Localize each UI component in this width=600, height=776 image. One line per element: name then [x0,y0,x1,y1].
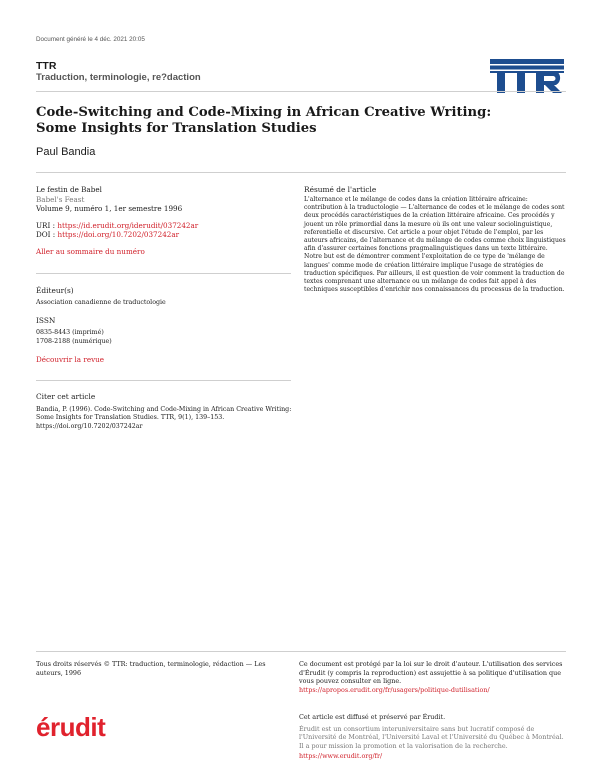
doi-link[interactable]: https://doi.org/10.7202/037242ar [57,230,180,239]
issn-digital: 1708-2188 (numérique) [36,337,112,345]
erudit-heading: Cet article est diffusé et préservé par Érudit. [299,713,446,721]
generated-date: Document généré le 4 déc. 2021 20:05 [36,36,145,43]
title-divider [36,172,566,173]
journal-subtitle: Traduction, terminologie, re?daction [36,72,201,83]
erudit-text: Érudit est un consortium interuniversitaire sans but lucratif composé de l'Université de Montréal, l'Université Laval et l'Université du Québec à Montréal. Il a pour mission la promotion et la valorisation de la recherche. [299,724,564,750]
header-divider [36,91,566,92]
publisher-name: Association canadienne de traductologie [36,299,166,306]
policy-link[interactable]: https://apropos.erudit.org/fr/usagers/politique-dutilisation/ [299,685,490,694]
citation-text: Bandia, P. (1996). Code-Switching and Code-Mixing in African Creative Writing: Some Insights for Translation Studies. TTR, 9(1), 139–153. https://doi.org/10.7202/037242ar [36,406,292,430]
doi-label: DOI : [36,230,58,239]
legal-text: Ce document est protégé par la loi sur le droit d'auteur. L'utilisation des services d'Érudit (y compris la reproduction) est assujettie à sa politique d'utilisation que vous pouvez consulter en ligne. [299,660,563,685]
erudit-link[interactable]: https://www.erudit.org/fr/ [299,752,383,761]
erudit-info [299,713,567,761]
issn-print: 0835-8443 (imprimé) [36,329,104,337]
legal-notice [299,660,565,694]
left-divider-2 [36,380,291,381]
journal-name: TTR [36,60,57,72]
ttr-logo [490,59,564,93]
copyright-notice: Tous droits réservés © TTR: traduction, terminologie, rédaction — Les auteurs, 1996 [36,660,266,677]
issue-info [36,185,296,256]
citation-heading: Citer cet article [36,392,96,401]
issue-theme-title: Le festin de Babel [36,185,102,194]
discover-link[interactable]: Découvrir la revue [36,355,105,365]
issue-theme-subtitle: Babel's Feast [36,194,85,204]
citation-block [36,392,294,431]
toc-link[interactable]: Aller au sommaire du numéro [36,246,145,256]
publisher-block [36,286,296,365]
abstract-heading: Résumé de l'article [304,185,377,194]
left-divider-1 [36,273,291,274]
issue-volume: Volume 9, numéro 1, 1er semestre 1996 [36,204,183,213]
abstract-text: L'alternance et le mélange de codes dans la création littéraire africaine: contribution à la traductologie — L'alternance de codes et le mélange de codes sont deux procédés caractéristiques de la création littéraire africaine. Ces procédés y jouent un rôle primordial dans la mesure où ils ont une valeur sociolinguistique, referentielle et discursive. Cet article a pour objet l'étude de l'emploi, par les auteurs africains, de l'alternance et du mélange de codes comme choix linguistiques afin d'assurer certaines fonctions pragmalinguistiques dans un texte littéraire. Notre but est de démontrer comment l'exploitation de ce type de 'mélange de langues' comme mode de création littéraire implique l'usage de stratégies de traduction spécifiques. Par ailleurs, il est question de voir comment la traduction de textes comprenant une alternance ou un mélange de codes fait appel à des techniques susceptibles d'enrichir nos connaissances du processus de la traduction. [304,196,566,294]
uri-label: URI : [36,220,58,230]
article-author: Paul Bandia [36,146,96,158]
article-title: Code-Switching and Code-Mixing in African Creative Writing: Some Insights for Translation Studies [36,105,492,136]
issn-heading: ISSN [36,316,56,326]
doi-line [36,230,296,240]
uri-link[interactable]: https://id.erudit.org/iderudit/037242ar [57,220,199,230]
footer-divider [36,651,566,652]
publisher-heading: Éditeur(s) [36,286,74,295]
uri-line [36,221,296,231]
erudit-logo: érudit [36,712,106,742]
